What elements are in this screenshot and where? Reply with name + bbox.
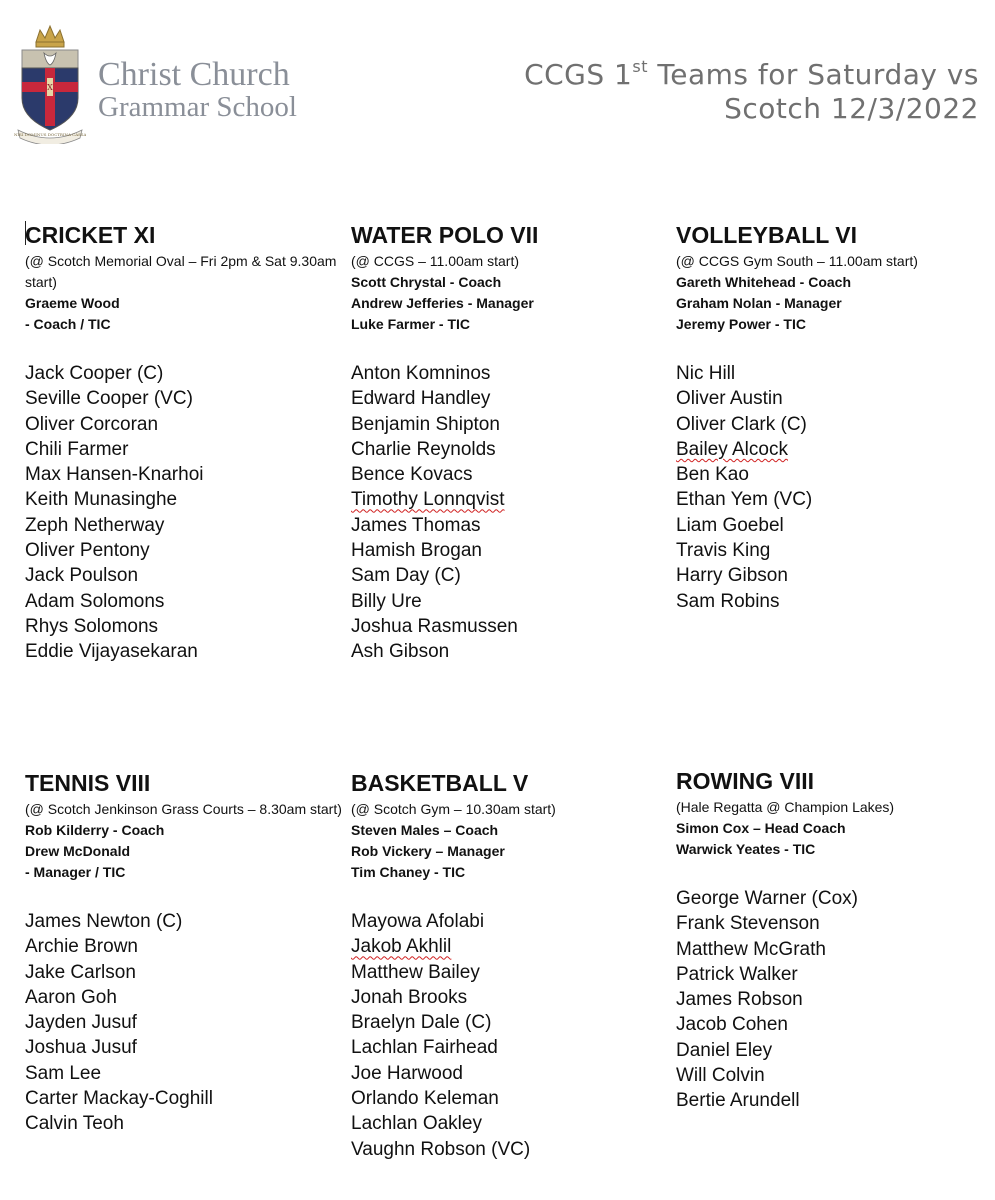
team-staff: Graham Nolan - Manager [676, 295, 842, 311]
player-name: Liam Goebel [676, 514, 784, 536]
player-name: Carter Mackay-Coghill [25, 1088, 213, 1110]
player-name: Chili Farmer [25, 438, 129, 460]
player-name: Matthew Bailey [351, 961, 480, 983]
player-name: Oliver Pentony [25, 540, 150, 562]
team-staff: Graeme Wood [25, 295, 120, 311]
player-name: Max Hansen-Knarhoi [25, 464, 204, 486]
document-title-line1 [524, 58, 979, 92]
player-name: Jayden Jusuf [25, 1012, 137, 1034]
player-list [351, 909, 669, 1162]
team-block-tennis [25, 769, 343, 1137]
document-title [524, 58, 979, 126]
player-name: Billy Ure [351, 590, 422, 612]
player-name: Sam Lee [25, 1062, 102, 1084]
team-name: ROWING VIII [676, 768, 814, 794]
team-staff: Andrew Jefferies - Manager [351, 295, 534, 311]
team-block-rowing [676, 767, 994, 1114]
player-name: Hamish Brogan [351, 540, 482, 562]
team-venue: (@ Scotch Gym – 10.30am start) [351, 801, 556, 817]
team-venue: (@ Scotch Memorial Oval – Fri 2pm & Sat 9.30am start) [25, 253, 337, 290]
team-staff: Simon Cox – Head Coach [676, 820, 846, 836]
team-staff: Rob Vickery – Manager [351, 843, 505, 859]
team-staff: Tim Chaney - TIC [351, 864, 466, 880]
team-staff: Drew McDonald [25, 843, 131, 859]
player-name: Archie Brown [25, 936, 138, 958]
player-name: Sam Robins [676, 590, 780, 612]
player-name: Joe Harwood [351, 1062, 463, 1084]
player-name: Jack Poulson [25, 565, 139, 587]
player-name: James Robson [676, 989, 803, 1011]
team-block-volleyball [676, 221, 994, 614]
team-name: TENNIS VIII [25, 770, 151, 796]
player-name: George Warner (Cox) [676, 888, 858, 909]
team-name: BASKETBALL V [351, 770, 529, 796]
player-name: Frank Stevenson [676, 913, 820, 935]
player-name: Calvin Teoh [25, 1113, 124, 1135]
player-name: Oliver Austin [676, 388, 783, 410]
player-name: Will Colvin [676, 1065, 765, 1087]
team-block-water-polo [351, 221, 669, 665]
player-name: Edward Handley [351, 388, 491, 410]
school-name [98, 58, 297, 124]
player-name: Ben Kao [676, 464, 749, 486]
player-name: Anton Komninos [351, 363, 491, 384]
team-staff: Rob Kilderry - Coach [25, 822, 165, 838]
player-name: Eddie Vijayasekaran [25, 641, 198, 663]
team-staff: Warwick Yeates - TIC [676, 841, 816, 857]
team-staff: - Manager / TIC [25, 864, 126, 880]
player-name: Lachlan Oakley [351, 1113, 482, 1135]
player-name: Oliver Corcoran [25, 413, 159, 435]
team-venue: (@ CCGS – 11.00am start) [351, 253, 519, 269]
player-name: Keith Munasinghe [25, 489, 178, 511]
player-name: Ethan Yem (VC) [676, 489, 813, 511]
player-list [351, 361, 669, 665]
team-name: WATER POLO VII [351, 222, 539, 248]
player-name: Benjamin Shipton [351, 413, 500, 435]
team-staff: Jeremy Power - TIC [676, 316, 806, 332]
player-name: Jacob Cohen [676, 1014, 788, 1036]
player-name: Zeph Netherway [25, 514, 165, 536]
team-name: CRICKET XI [25, 222, 156, 248]
team-venue: (@ Scotch Jenkinson Grass Courts – 8.30am start) [25, 801, 342, 817]
player-list [25, 361, 343, 665]
player-name: Seville Cooper (VC) [25, 388, 193, 410]
school-name-line2: Grammar School [98, 91, 297, 123]
player-name: Bertie Arundell [676, 1090, 800, 1112]
player-name: Jake Carlson [25, 961, 136, 983]
team-venue: (@ CCGS Gym South – 11.00am start) [676, 253, 918, 269]
crest-motto: NISI DOMINUS DOCTRINA CASSA [14, 132, 86, 137]
player-name: Nic Hill [676, 363, 736, 384]
player-name: Rhys Solomons [25, 615, 159, 637]
team-staff: Steven Males – Coach [351, 822, 499, 838]
school-name-line1: Christ Church [98, 56, 290, 93]
team-name: VOLLEYBALL VI [676, 222, 858, 248]
title-part-pre: CCGS 1 [524, 58, 633, 91]
player-name: Jack Cooper (C) [25, 363, 164, 384]
player-name: Daniel Eley [676, 1039, 773, 1061]
player-name: Matthew McGrath [676, 938, 826, 960]
team-staff: Luke Farmer - TIC [351, 316, 471, 332]
player-name: Braelyn Dale (C) [351, 1012, 492, 1034]
player-name: Joshua Jusuf [25, 1037, 137, 1059]
team-venue: (Hale Regatta @ Champion Lakes) [676, 799, 895, 815]
player-name: Bailey Alcock [676, 438, 788, 460]
player-name: Oliver Clark (C) [676, 413, 807, 435]
player-name: Travis King [676, 540, 771, 562]
player-name: Jakob Akhlil [351, 936, 452, 958]
team-staff: Scott Chrystal - Coach [351, 274, 502, 290]
team-block-cricket [25, 221, 343, 665]
player-name: Bence Kovacs [351, 464, 473, 486]
player-name: Patrick Walker [676, 963, 798, 985]
player-name: Orlando Keleman [351, 1088, 499, 1110]
document-title-line2: Scotch 12/3/2022 [724, 92, 979, 125]
player-name: Jonah Brooks [351, 986, 468, 1008]
title-superscript: st [632, 57, 648, 76]
player-name: Joshua Rasmussen [351, 615, 518, 637]
player-name: Mayowa Afolabi [351, 911, 485, 932]
player-name: Harry Gibson [676, 565, 788, 587]
player-name: Adam Solomons [25, 590, 165, 612]
player-name: James Thomas [351, 514, 481, 536]
school-crest-logo [14, 22, 86, 144]
team-staff: - Coach / TIC [25, 316, 111, 332]
player-name: Timothy Lonnqvist [351, 489, 505, 511]
player-name: Aaron Goh [25, 986, 117, 1008]
title-part-post: Teams for Saturday vs [647, 58, 979, 91]
player-name: Ash Gibson [351, 641, 450, 663]
player-name: Sam Day (C) [351, 565, 461, 587]
team-staff: Gareth Whitehead - Coach [676, 274, 852, 290]
svg-text:X: X [47, 83, 53, 92]
player-list [25, 909, 343, 1137]
player-name: James Newton (C) [25, 911, 183, 932]
team-block-basketball [351, 769, 669, 1162]
player-name: Vaughn Robson (VC) [351, 1138, 531, 1160]
player-list [676, 886, 994, 1114]
player-name: Lachlan Fairhead [351, 1037, 498, 1059]
player-name: Charlie Reynolds [351, 438, 496, 460]
player-list [676, 361, 994, 614]
